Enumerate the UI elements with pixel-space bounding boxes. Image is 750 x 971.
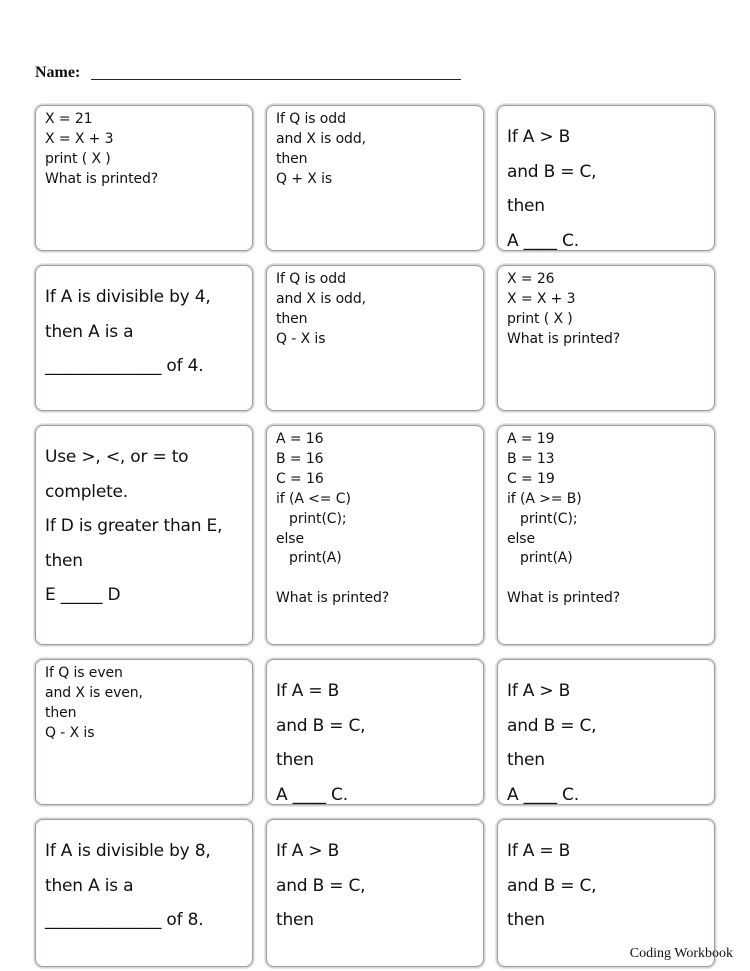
task-card-line: E _____ D <box>45 585 121 605</box>
task-card-line: A = 16 <box>276 431 324 447</box>
task-card-line: then <box>276 310 308 327</box>
task-card-line <box>507 569 708 589</box>
task-card-text <box>507 674 708 805</box>
task-card-line: A ____ C. <box>507 784 579 805</box>
task-card <box>266 105 484 251</box>
task-card <box>266 819 484 967</box>
task-card-line: else <box>276 530 305 547</box>
task-card-line: and X is odd, <box>276 130 366 147</box>
task-card-line: then <box>507 196 545 216</box>
task-card <box>497 425 715 645</box>
task-card <box>266 265 484 411</box>
task-card-line: and X is even, <box>45 684 143 701</box>
task-card-line: If A is divisible by 8, <box>45 841 211 861</box>
task-card-text <box>276 270 477 350</box>
task-card-line: If A = B <box>276 681 340 701</box>
task-card-text <box>45 280 246 384</box>
task-card-line: If A is divisible by 4, <box>45 287 211 307</box>
task-card-text <box>45 440 246 613</box>
task-card-line: print(C); <box>507 510 578 527</box>
task-card <box>35 819 253 967</box>
task-card-line: B = 13 <box>507 450 555 467</box>
task-card-line: print(A) <box>507 550 573 567</box>
task-card-line: If A > B <box>507 681 571 701</box>
task-card-line: B = 16 <box>276 450 324 467</box>
task-card-line: What is printed? <box>276 590 390 607</box>
task-card-line: X = X + 3 <box>45 130 114 147</box>
task-card-line: then <box>276 750 314 770</box>
task-card-line: Q - X is <box>45 724 95 741</box>
task-card-line <box>276 569 477 589</box>
task-card-line: then <box>276 150 308 167</box>
task-card <box>35 265 253 411</box>
task-card-line: and B = C, <box>507 715 597 736</box>
task-card-line: then <box>45 704 77 721</box>
task-card-line: If Q is even <box>45 665 123 681</box>
task-card <box>35 105 253 251</box>
task-card-line: A ____ C. <box>507 230 579 251</box>
task-card-line: If D is greater than E, <box>45 516 223 536</box>
task-card-line: then A is a <box>45 321 134 342</box>
task-card-line: then <box>45 550 83 571</box>
task-card-line: complete. <box>45 481 129 502</box>
task-card-text <box>276 674 477 805</box>
task-card-line: If A = B <box>507 841 571 861</box>
task-card-text <box>507 430 708 609</box>
task-card-line: If Q is odd <box>276 111 346 127</box>
task-card-line: ______________ of 8. <box>45 910 204 930</box>
task-card-line: X = 26 <box>507 271 555 287</box>
task-card-line: then <box>276 910 314 930</box>
task-card-line: If A > B <box>276 841 340 861</box>
task-card-text <box>507 120 708 251</box>
task-card-line: A ____ C. <box>276 784 348 805</box>
task-card-line: Q - X is <box>276 330 326 347</box>
task-card <box>266 659 484 805</box>
task-card-line: if (A <= C) <box>276 490 351 507</box>
task-card-line: and B = C, <box>507 875 597 896</box>
task-card-line: print(C); <box>276 510 347 527</box>
task-card-line: then <box>507 750 545 770</box>
task-card-text <box>45 834 246 938</box>
footer-title: Coding Workbook <box>629 946 733 961</box>
task-card-text <box>45 664 246 744</box>
task-card-text <box>276 110 477 190</box>
task-card-line: What is printed? <box>507 590 621 607</box>
task-card-line: then <box>507 910 545 930</box>
task-card <box>35 425 253 645</box>
task-card <box>266 425 484 645</box>
task-card-line: If A > B <box>507 127 571 147</box>
task-card-line: else <box>507 530 536 547</box>
task-card-line: print(A) <box>276 550 342 567</box>
name-blank-line[interactable] <box>91 79 461 80</box>
task-card <box>497 659 715 805</box>
task-card <box>497 819 715 967</box>
task-card-text <box>276 834 477 938</box>
task-card-line: What is printed? <box>507 330 621 347</box>
task-card-line: and B = C, <box>276 875 366 896</box>
task-card-line: if (A >= B) <box>507 490 582 507</box>
task-card <box>497 105 715 251</box>
task-card-line: X = 21 <box>45 111 93 127</box>
task-card-line: A = 19 <box>507 431 555 447</box>
task-card-line: What is printed? <box>45 170 159 187</box>
task-card-line: and B = C, <box>276 715 366 736</box>
task-card-line: C = 19 <box>507 470 555 487</box>
task-card-line: If Q is odd <box>276 271 346 287</box>
task-card-line: print ( X ) <box>507 310 573 327</box>
task-card-text <box>507 270 708 350</box>
task-card <box>497 265 715 411</box>
task-card-line: then A is a <box>45 875 134 896</box>
task-card-line: print ( X ) <box>45 150 111 167</box>
task-card-line: and B = C, <box>507 161 597 182</box>
task-card-line: C = 16 <box>276 470 324 487</box>
task-card-text <box>507 834 708 938</box>
task-card-line: ______________ of 4. <box>45 356 204 376</box>
task-card-text <box>45 110 246 190</box>
name-label: Name: <box>35 64 81 81</box>
task-card-line: Q + X is <box>276 170 333 187</box>
task-card-line: and X is odd, <box>276 290 366 307</box>
task-card-text <box>276 430 477 609</box>
task-card <box>35 659 253 805</box>
task-card-line: X = X + 3 <box>507 290 576 307</box>
task-card-line: Use >, <, or = to <box>45 447 189 467</box>
